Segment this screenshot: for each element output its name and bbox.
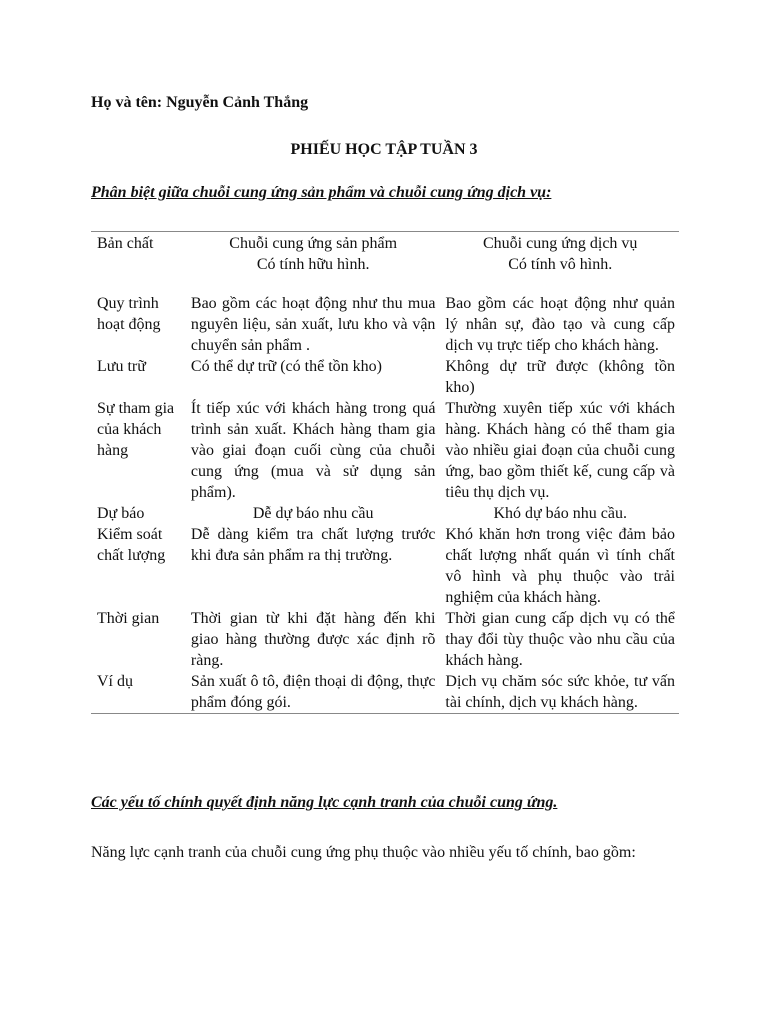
product-cell: Thời gian từ khi đặt hàng đến khi giao hàng thường được xác định rõ ràng. (190, 610, 436, 669)
product-cell: Dễ dự báo nhu cầu (252, 505, 374, 522)
table-row (91, 356, 679, 398)
product-header-cell (185, 232, 440, 276)
table-row (91, 503, 679, 524)
product-cell: Ít tiếp xúc với khách hàng trong quá trình sản xuất. Khách hàng tham gia vào giai đoạn cuối cùng của chuỗi cung ứng (mua và sử dụng sản phẩm). (190, 400, 436, 501)
service-cell: Thời gian cung cấp dịch vụ có thể thay đổi tùy thuộc vào nhu cầu của khách hàng. (445, 610, 675, 669)
product-cell: Sản xuất ô tô, điện thoại di động, thực phẩm đóng gói. (190, 673, 436, 711)
table-row (91, 671, 679, 714)
product-cell: Có thể dự trữ (có thể tồn kho) (190, 358, 382, 375)
criterion-cell: Thời gian (97, 610, 160, 627)
product-nature-text: Có tính hữu hình. (256, 256, 370, 273)
product-cell: Bao gồm các hoạt động như thu mua nguyên liệu, sản xuất, lưu kho và vận chuyển sản phẩm . (190, 295, 436, 354)
service-cell: Dịch vụ chăm sóc sức khỏe, tư vấn tài chính, dịch vụ khách hàng. (445, 673, 675, 711)
service-cell: Khó khăn hơn trong việc đảm bảo chất lượng nhất quán vì tính chất vô hình và phụ thuộc vào trải nghiệm của khách hàng. (445, 526, 675, 606)
section-heading-comparison: Phân biệt giữa chuỗi cung ứng sản phẩm và chuỗi cung ứng dịch vụ: (91, 184, 552, 201)
criterion-cell: Quy trình hoạt động (97, 295, 161, 333)
body-paragraph: Năng lực cạnh tranh của chuỗi cung ứng phụ thuộc vào nhiều yếu tố chính, bao gồm: (91, 844, 636, 861)
service-column-title: Chuỗi cung ứng dịch vụ (482, 235, 638, 252)
table-row (91, 608, 679, 671)
service-header-cell (439, 232, 679, 276)
criterion-cell: Bản chất (97, 235, 154, 252)
criterion-cell: Dự báo (97, 505, 145, 522)
comparison-table (91, 231, 679, 714)
table-row (91, 398, 679, 503)
service-cell: Bao gồm các hoạt động như quản lý nhân sự, đào tạo và cung cấp dịch vụ trực tiếp cho khách hàng. (445, 295, 675, 354)
table-row (91, 524, 679, 608)
criterion-cell: Kiểm soát chất lượng (97, 526, 166, 564)
table-row (91, 275, 679, 356)
table-header-row (91, 232, 679, 276)
service-cell: Không dự trữ được (không tồn kho) (445, 358, 675, 396)
criterion-cell: Ví dụ (97, 673, 133, 690)
worksheet-title: PHIẾU HỌC TẬP TUẦN 3 (290, 141, 478, 158)
section-heading-competitiveness: Các yếu tố chính quyết định năng lực cạnh tranh của chuỗi cung ứng. (91, 794, 558, 811)
product-cell: Dễ dàng kiểm tra chất lượng trước khi đưa sản phẩm ra thị trường. (190, 526, 436, 564)
product-column-title: Chuỗi cung ứng sản phẩm (229, 235, 398, 252)
service-cell: Thường xuyên tiếp xúc với khách hàng. Khách hàng có thể tham gia vào nhiều giai đoạn của chuỗi cung ứng, bao gồm thiết kế, cung cấp và tiêu thụ dịch vụ. (445, 400, 675, 501)
criterion-cell: Sự tham gia của khách hàng (97, 400, 175, 459)
service-cell: Khó dự báo nhu cầu. (493, 505, 627, 522)
service-nature-text: Có tính vô hình. (508, 256, 613, 273)
student-name-line: Họ và tên: Nguyễn Cảnh Thắng (91, 94, 309, 111)
criterion-cell: Lưu trữ (97, 358, 146, 375)
